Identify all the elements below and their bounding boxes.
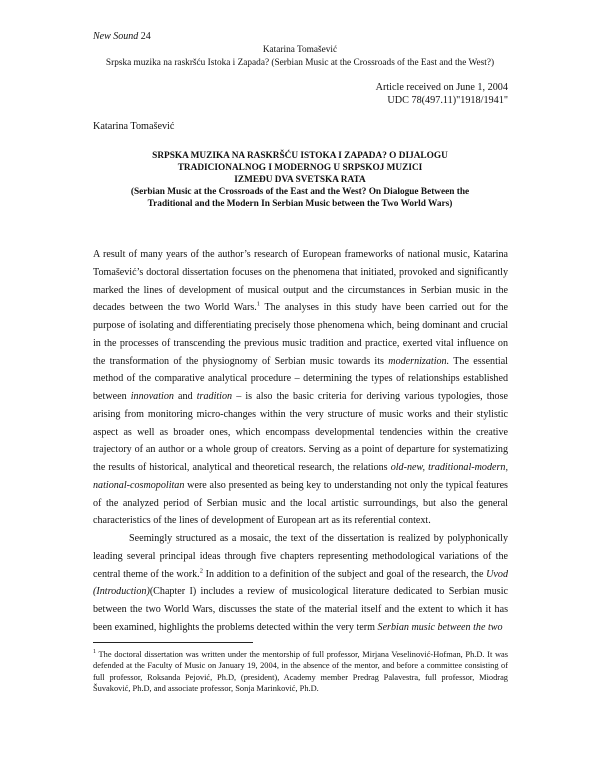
paragraph: [93, 246, 508, 530]
journal-header: [93, 31, 151, 42]
text-run: In addition to a definition of the subject and goal of the research, the: [202, 568, 487, 580]
emphasis: tradition: [196, 391, 233, 402]
udc-code: UDC 78(497.11)"1918/1941": [387, 94, 508, 106]
emphasis: Serbian music between the two: [377, 621, 503, 633]
title-line: IZMEĐU DVA SVETSKA RATA: [234, 175, 366, 185]
emphasis: modernization.: [388, 355, 450, 367]
title-line: Traditional and the Modern In Serbian Music between the Two World Wars): [147, 199, 453, 209]
footnote-ref[interactable]: 1: [256, 300, 261, 308]
issue-number: 24: [140, 31, 151, 42]
text-run: A result of many years of the author’s research of European frameworks of national music, Katarina Tomašević’s doctoral dissertation focuses on the phenomena that initiated, provoked and significantly marked the lines of development of musical output and the circumstances in Serbian music in the decades between the two World Wars.: [93, 249, 508, 314]
text-run: (Chapter I) includes a review of musicological literature dedicated to Serbian music between the two World Wars, discusses the state of the material itself and the extent to which it has been examined, highlights the problems detected within the very term: [93, 586, 508, 633]
title-line: SRPSKA MUZIKA NA RASKRŠĆU ISTOKA I ZAPADA? O DIJALOGU: [152, 151, 448, 161]
emphasis: old-new, traditional-modern, national-cosmopolitan: [93, 462, 508, 491]
running-header: [93, 44, 507, 69]
article-meta: [376, 82, 508, 107]
journal-name: New Sound: [93, 31, 139, 42]
emphasis: Uvod (Introduction): [93, 568, 508, 598]
running-title: Srpska muzika na raskršću Istoka i Zapada? (Serbian Music at the Crossroads of the East and the West?): [105, 57, 495, 68]
text-run: The essential method of the comparative analytical procedure – determining the types of relationships established between: [93, 355, 508, 402]
paragraph: [93, 530, 508, 637]
footnote-text: The doctoral dissertation was written under the mentorship of full professor, Mirjana Veselinović-Hofman, Ph.D. It was defended at the Faculty of Music on January 19, 2004, in the absence of the mentor, and before a committee consisting of full professor, Roksanda Pejović, Ph.D, (president), Academy member Predrag Palavestra, full professor, Miodrag Šuvaković, Ph.D, and associate professor, Sonja Marinković, Ph.D.: [93, 650, 508, 693]
author-name: Katarina Tomašević: [93, 121, 175, 132]
title-line: TRADICIONALNOG I MODERNOG U SRPSKOJ MUZICI: [177, 163, 423, 173]
footnote-number: 1: [93, 649, 96, 656]
text-run: were also presented as being key to understanding not only the typical features of the analyzed period of Serbian music and the local artistic surroundings, but also the general characteristics of the lines of development of European art as its referential context.: [93, 479, 508, 527]
text-run: and: [173, 391, 197, 402]
article-title: [93, 150, 507, 210]
text-run: Seemingly structured as a mosaic, the text of the dissertation is realized by polyphonically leading several principal ideas through five chapters representing methodological variations of the central theme of the work.: [93, 533, 508, 580]
footnote: [93, 649, 508, 694]
text-run: – is also the basic criteria for deriving various typologies, those arising from monitoring micro-changes within the very structure of music works and their stylistic aspect as well as broader ones, which encompass developmental tendencies within the creative trajectory of an author or a whole group of creators. Serving as a point of departure for systematizing the results of historical, analytical and theoretical research, the relations: [93, 391, 509, 473]
footnote-ref[interactable]: 2: [199, 567, 203, 575]
body-text: [93, 246, 508, 637]
text-run: The analyses in this study have been carried out for the purpose of isolating and differentiating precisely those phenomena which, being dominant and crucial in the processes of transcending the previous music tradition and practice, exerted vital influence on the transformation of the physiognomy of Serbian music towards its: [93, 302, 508, 367]
running-author: Katarina Tomašević: [262, 45, 338, 55]
title-line: (Serbian Music at the Crossroads of the East and the West? On Dialogue Between the: [130, 187, 470, 197]
received-date: Article received on June 1, 2004: [375, 82, 508, 93]
emphasis: innovation: [130, 391, 174, 402]
footnote-separator: [93, 642, 253, 643]
